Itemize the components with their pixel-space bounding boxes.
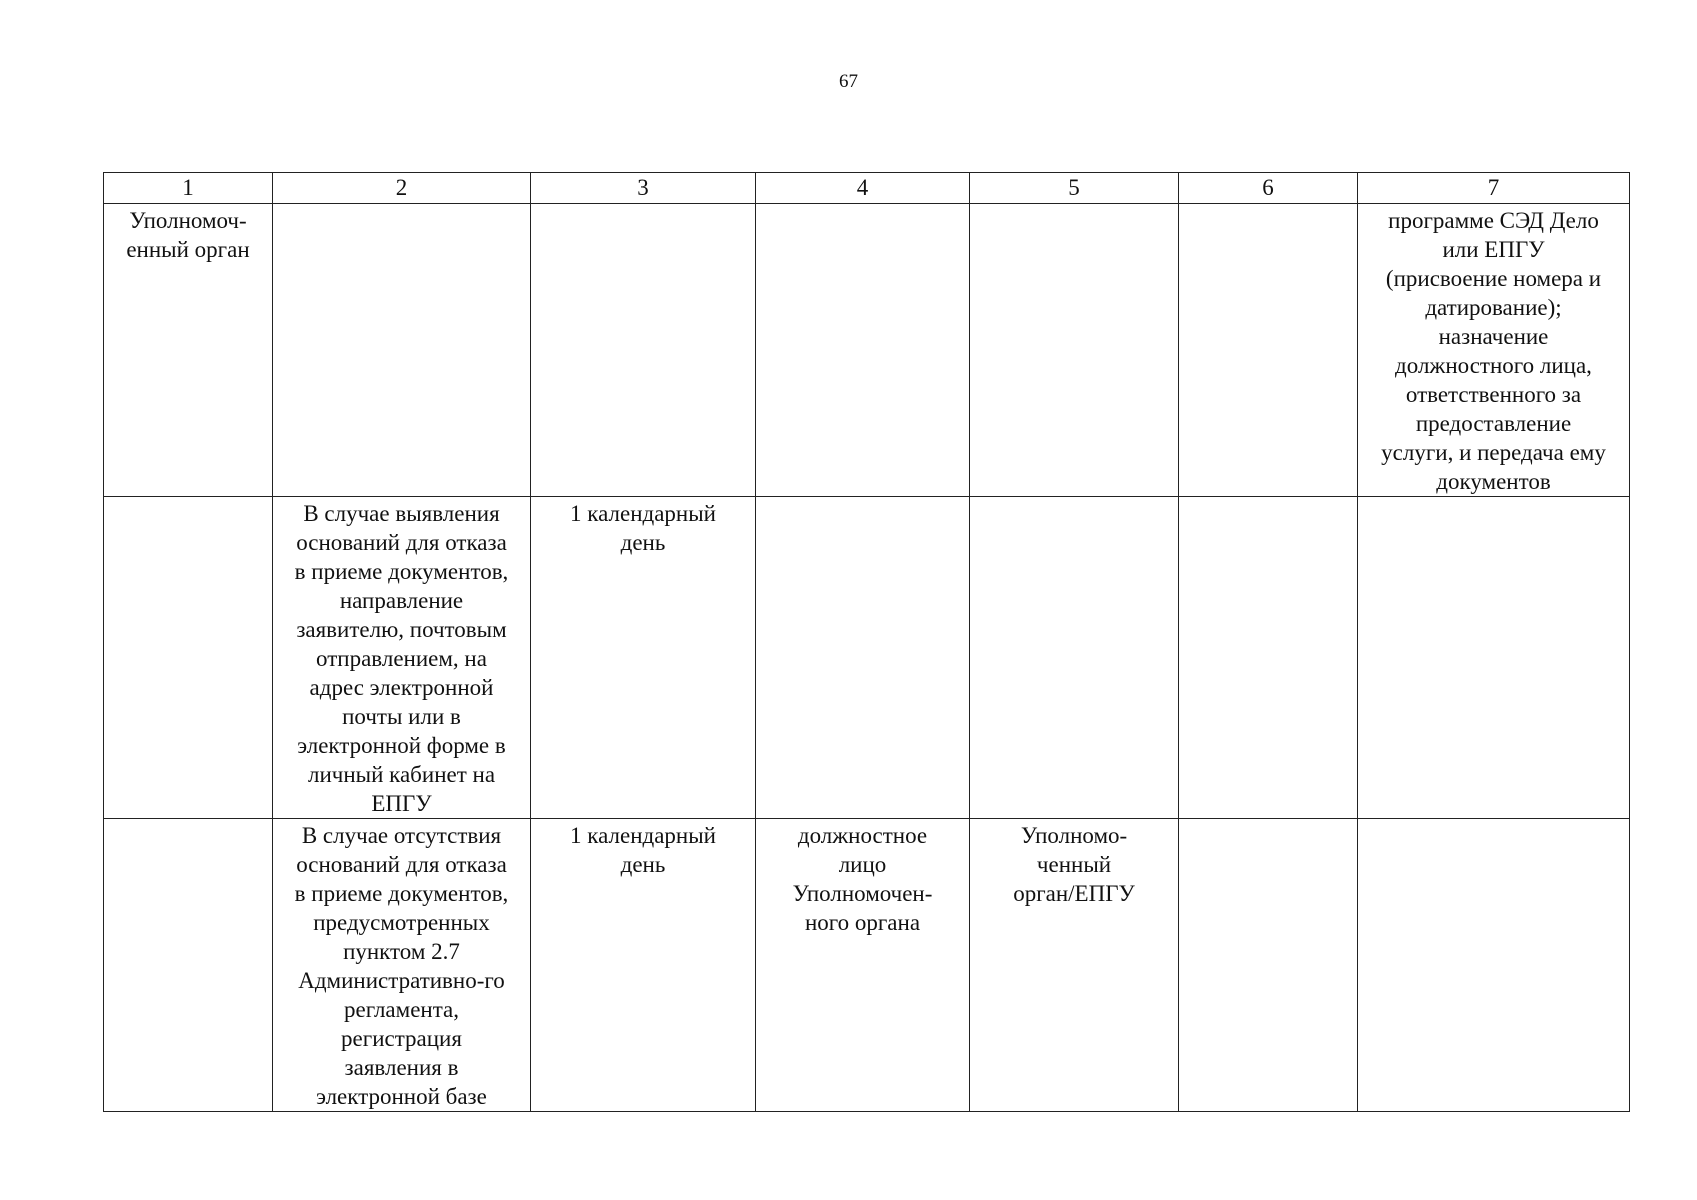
table-cell <box>970 204 1179 497</box>
column-header: 3 <box>531 173 756 204</box>
table-cell <box>970 497 1179 819</box>
column-header: 7 <box>1358 173 1630 204</box>
table-cell <box>756 204 970 497</box>
table-cell <box>1358 819 1630 1112</box>
column-header: 4 <box>756 173 970 204</box>
table-cell: 1 календарный день <box>531 497 756 819</box>
table-cell: программе СЭД Дело или ЕПГУ (присвоение номера и датирование); назначение должностного лица, ответственного за предоставление услуги, и передача ему документов <box>1358 204 1630 497</box>
column-header: 1 <box>104 173 273 204</box>
table-cell <box>104 819 273 1112</box>
table-header-row <box>104 173 1630 204</box>
table-cell: В случае отсутствия оснований для отказа в приеме документов, предусмотренных пунктом 2.7 Административно-го регламента, регистрация заявления в электронной базе <box>273 819 531 1112</box>
table-cell <box>104 497 273 819</box>
table-cell <box>531 204 756 497</box>
table-cell: должностное лицо Уполномочен- ного органа <box>756 819 970 1112</box>
table-cell <box>1358 497 1630 819</box>
table-cell <box>1179 819 1358 1112</box>
column-header: 2 <box>273 173 531 204</box>
table-cell <box>756 497 970 819</box>
table-cell <box>1179 497 1358 819</box>
table-cell: 1 календарный день <box>531 819 756 1112</box>
table-row <box>104 819 1630 1112</box>
procedure-table <box>103 172 1630 1112</box>
table-cell <box>1179 204 1358 497</box>
page-number: 67 <box>839 71 858 92</box>
table-row <box>104 497 1630 819</box>
column-header: 6 <box>1179 173 1358 204</box>
table-row <box>104 204 1630 497</box>
table-cell: Уполномо- ченный орган/ЕПГУ <box>970 819 1179 1112</box>
table-cell: Уполномоч- енный орган <box>104 204 273 497</box>
column-header: 5 <box>970 173 1179 204</box>
table-cell: В случае выявления оснований для отказа в приеме документов, направление заявителю, почтовым отправлением, на адрес электронной почты или в электронной форме в личный кабинет на ЕПГУ <box>273 497 531 819</box>
table-cell <box>273 204 531 497</box>
